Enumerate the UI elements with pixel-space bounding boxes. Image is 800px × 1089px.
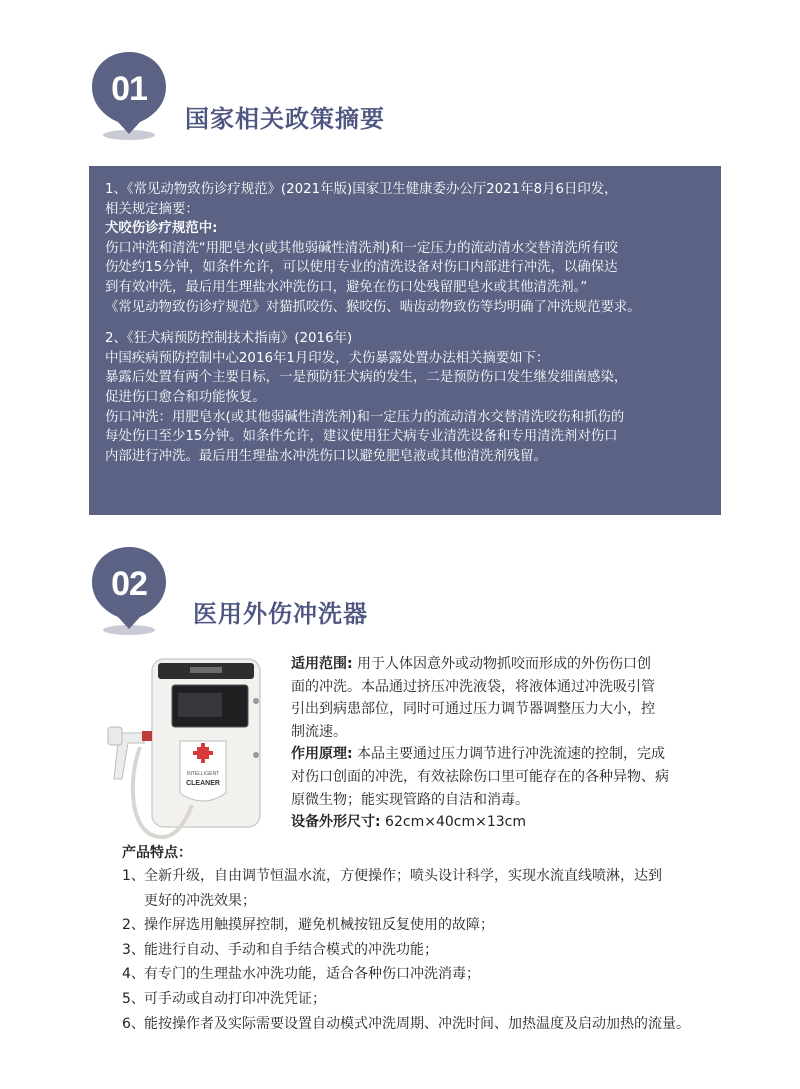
policy-text: 伤处约15分钟，如条件允许，可以使用专业的清洗设备对伤口内部进行冲洗，以确保达 [105,260,618,276]
policy-text: 2、《狂犬病预防控制技术指南》(2016年) [105,331,353,347]
scope-text: 引出到病患部位，同时可通过压力调节器调整压力大小，控 [291,701,655,718]
section-number: 02 [111,565,147,603]
scope-text: 用于人体因意外或动物抓咬而形成的外伤伤口创 [352,656,652,672]
wound-irrigator-image [100,655,275,840]
list-item: 5、 可手动或自动打印冲洗凭证； [122,990,326,1007]
section-01-badge [90,50,168,142]
policy-text: 到有效冲洗，最后用生理盐水冲洗伤口，避免在伤口处残留肥皂水或其他清洗剂。” [105,279,588,295]
features-title: 产品特点： [122,845,192,861]
policy-summary-box [89,166,721,515]
policy-text: 相关规定摘要： [105,201,199,217]
section-02-badge [90,545,168,637]
policy-text: 伤口冲洗：用肥皂水(或其他弱碱性清洗剂)和一定压力的流动清水交替清洗咬伤和抓伤的 [105,409,625,425]
principle-text: 对伤口创面的冲洗，有效祛除伤口里可能存在的各种异物、病 [291,768,669,785]
list-item: 1、 全新升级，自由调节恒温水流，方便操作；喷头设计科学，实现水流直线喷淋，达到 [122,868,662,884]
size-value: 62cm×40cm×13cm [380,814,526,831]
policy-text: 内部进行冲洗。最后用生理盐水冲洗伤口以避免肥皂液或其他清洗剂残留。 [105,448,547,464]
list-item: 更好的冲洗效果； [144,892,256,909]
policy-text: 暴露后处置有两个主要目标，一是预防狂犬病的发生，二是预防伤口发生继发细菌感染， [105,370,628,386]
policy-text: 促进伤口愈合和功能恢复。 [105,389,266,405]
scope-text: 制流速。 [291,723,347,740]
policy-text: 中国疾病预防控制中心2016年1月印发，犬伤暴露处置办法相关摘要如下： [105,350,550,366]
principle-text: 本品主要通过压力调节进行冲洗流速的控制，完成 [352,746,666,763]
scope-text: 面的冲洗。本品通过挤压冲洗液袋，将液体通过冲洗吸引管 [291,678,655,695]
scope-label: 适用范围: [291,656,353,672]
policy-text: 伤口冲洗和清洗“用肥皂水(或其他弱碱性清洗剂)和一定压力的流动清水交替清洗所有咬 [105,240,618,256]
policy-text: 每处伤口至少15分钟。如条件允许，建议使用狂犬病专业清洗设备和专用清洗剂对伤口 [105,429,618,445]
list-item: 4、 有专门的生理盐水冲洗功能，适合各种伤口冲洗消毒； [122,966,480,983]
principle-label: 作用原理: [291,746,353,763]
principle-text: 原微生物；能实现管路的自洁和消毒。 [291,791,529,808]
device-name-label: CLEANER [186,780,220,787]
policy-text: 《常见动物致伤诊疗规范》对猫抓咬伤、猴咬伤、啮齿动物致伤等均明确了冲洗规范要求。 [105,299,641,315]
list-item: 6、 能按操作者及实际需要设置自动模式冲洗周期、冲洗时间、加热温度及启动加热的流量。 [122,1015,690,1032]
list-item: 2、 操作屏选用触摸屏控制，避免机械按钮反复使用的故障； [122,917,494,934]
product-description [291,653,741,834]
section-title: 医用外伤冲洗器 [193,600,368,628]
policy-text: 1、《常见动物致伤诊疗规范》(2021年版)国家卫生健康委办公厅2021年8月6日印发， [105,182,618,197]
list-item: 3、 能进行自动、手动和自手结合模式的冲洗功能； [122,941,438,958]
section-title: 国家相关政策摘要 [185,105,385,133]
device-brand-label: INTELLIGENT [186,771,220,777]
size-label: 设备外形尺寸: [291,814,381,831]
features-list [122,864,732,1036]
section-number: 01 [111,70,147,108]
policy-heading: 犬咬伤诊疗规范中: [105,221,218,237]
